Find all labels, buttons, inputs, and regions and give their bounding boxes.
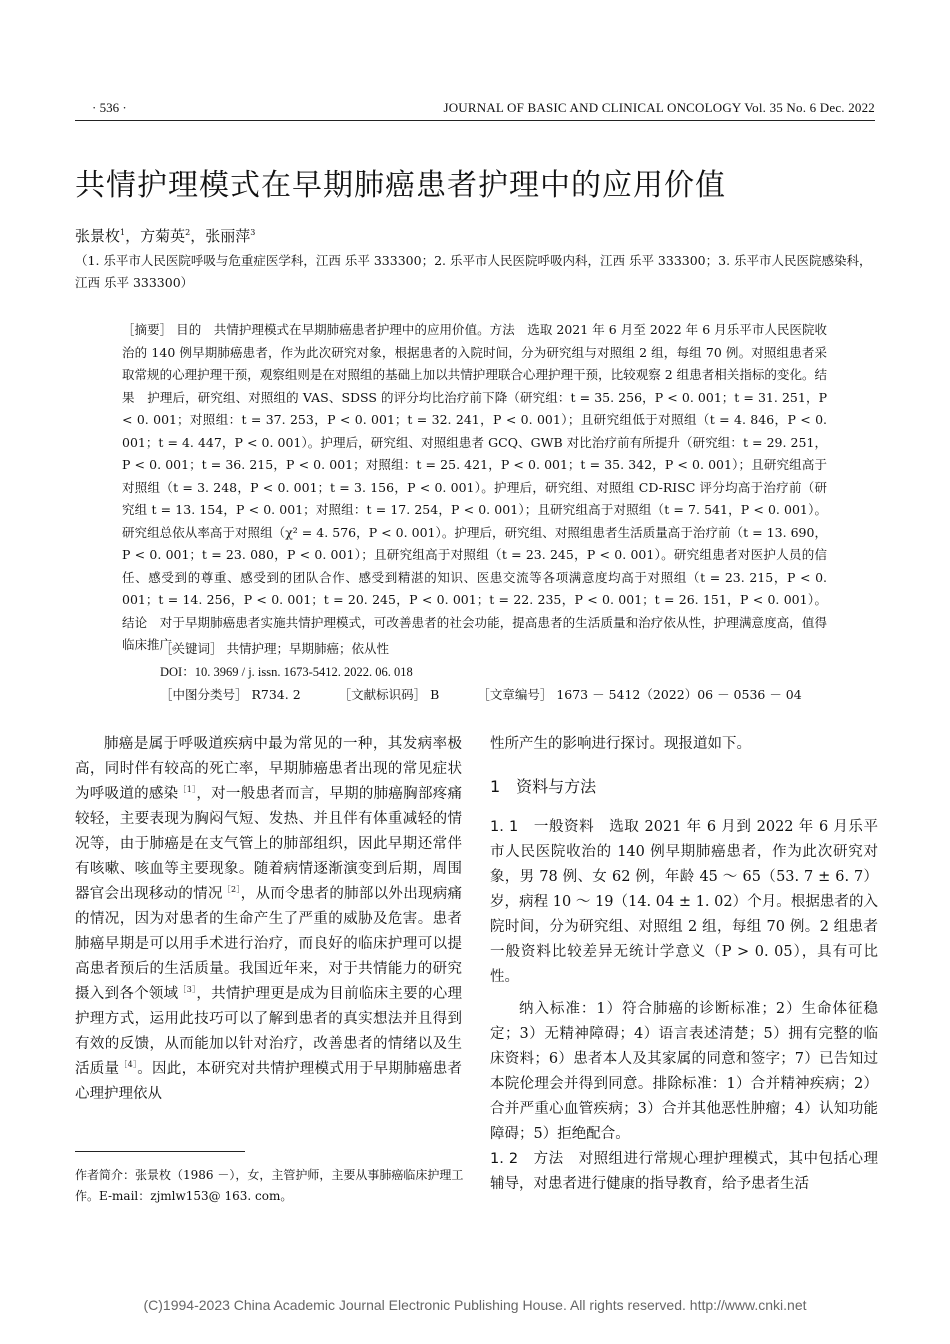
body-text: ，对一般患者而言，早期的肺癌胸部疼痛较轻，主要表现为胸闷气短、发热、并且伴有体重减轻的情况等，由于肺癌是在支气管上的肺部组织，因此早期还常伴有咳嗽、咳血等主要现象。随着病情逐渐演变到后期，周围器官会出现移动的情况 xyxy=(75,786,463,902)
header-divider xyxy=(75,120,875,121)
abstract-text: 目的 共情护理模式在早期肺癌患者护理中的应用价值。方法 选取 2021 年 6 月至 2022 年 6 月乐平市人民医院收治的 140 例早期肺癌患者，作为此次研究对象，根据患者的入院时间，分为研究组与对照组 2 组，每组 70 例。对照组患者采取常规的心理护理干预，观察组则是在对照组的基础上加以共情护理联合心理护理干预，比较观察 2 组患者相关指标的变化。结果 护理后，研究组、对照组的 VAS、SDSS 的评分均比治疗前下降（研究组：t = 35. 256，P < 0. 001；t = 31. 251，P < 0. 001；对照组：t = 37. 253，P < 0. 001；t = 32. 241，P < 0. 001）；且研究组低于对照组（t = 4. 846，P < 0. 001；t = 4. 447，P < 0. 001）。护理后，研究组、对照组患者 GCQ、GWB 对比治疗前有所提升（研究组：t = 29. 251，P < 0. 001；t = 36. 215，P < 0. 001；对照组：t = 25. 421，P < 0. 001；t = 35. 342，P < 0. 001）；且研究组高于对照组（t = 3. 248，P < 0. 001；t = 3. 156，P < 0. 001）。护理后，研究组、对照组 CD-RISC 评分均高于治疗前（研究组 t = 13. 154，P < 0. 001；对照组：t = 17. 254，P < 0. 001）；且研究组高于对照组（t = 7. 541，P < 0. 001）。研究组总依从率高于对照组（χ² = 4. 576，P < 0. 001）。护理后，研究组、对照组患者生活质量高于治疗前（t = 13. 690，P < 0. 001；t = 23. 080，P < 0. 001）；且研究组高于对照组（t = 23. 245，P < 0. 001）。研究组患者对医护人员的信任、感受到的尊重、感受到的团队合作、感受到精湛的知识、医患交流等各项满意度均高于对照组（t = 23. 215，P < 0. 001；t = 14. 256，P < 0. 001；t = 20. 245，P < 0. 001；t = 22. 235，P < 0. 001；t = 26. 151，P < 0. 001）。结论 对于早期肺癌患者实施共情护理模式，可改善患者的社会功能，提高患者的生活质量和治疗依从性，护理满意度高，值得临床推广。 xyxy=(122,322,827,652)
abstract-label: ［摘要］ xyxy=(122,322,173,337)
intro-paragraph xyxy=(75,732,462,1107)
author-name: 张景枚 xyxy=(75,227,121,245)
subsection-general xyxy=(490,815,878,990)
body-left-column xyxy=(75,732,462,1107)
author-name: 方菊英 xyxy=(140,227,186,245)
article-number-value: 1673 － 5412（2022）06 － 0536 － 04 xyxy=(552,687,802,702)
keywords xyxy=(160,639,389,657)
citation-ref: ［2］ xyxy=(222,885,241,895)
subsection-number: 1. 2 xyxy=(490,1151,519,1167)
footnote-label: 作者简介： xyxy=(75,1168,136,1182)
author-affil-mark: 1 xyxy=(120,228,126,237)
author-footnote xyxy=(75,1165,470,1207)
keywords-label: ［关键词］ xyxy=(160,641,223,656)
criteria-paragraph: 纳入标准：1）符合肺癌的诊断标准；2）生命体征稳定；3）无精神障碍；4）语言表述清楚；5）拥有完整的临床资料；6）患者本人及其家属的同意和签字；7）已告知过本院伦理会并得到同意。排除标准：1）合并精神疾病；2）合并严重心血管疾病；3）合并其他恶性肿瘤；4）认知功能障碍；5）拒绝配合。 xyxy=(490,1001,878,1142)
citation-ref: ［3］ xyxy=(178,985,197,995)
body-text: ，从而令患者的肺部以外出现病痛的情况，因为对患者的生命产生了严重的威胁及危害。患者肺癌早期是可以用手术进行治疗，而良好的临床护理可以提高患者预后的生活质量。我国近年来，对于共情能力的研究摄入到各个领域 xyxy=(75,886,463,1002)
article-number-label: ［文章编号］ xyxy=(477,687,553,702)
clc-label: ［中图分类号］ xyxy=(160,687,248,702)
body-text: ，共情护理更是成为目前临床主要的心理护理方式，运用此技巧可以了解到患者的真实想法并且得到有效的反馈，从而能加以针对治疗，改善患者的情绪以及生活质量 xyxy=(75,986,463,1077)
doc-code-label: ［文献标识码］ xyxy=(338,687,427,702)
author-affil-mark: 3 xyxy=(250,228,256,237)
author-affil-mark: 2 xyxy=(185,228,191,237)
section-heading: 1 资料与方法 xyxy=(490,777,597,796)
body-text: 肺癌是属于呼吸道疾病中最为常见的一种，其发病率极高，同时伴有较高的死亡率，早期肺癌患者出现的常见症状为呼吸道的感染 xyxy=(75,736,462,802)
footnote-divider xyxy=(75,1151,245,1152)
citation-ref: ［4］ xyxy=(119,1060,138,1070)
article-title: 共情护理模式在早期肺癌患者护理中的应用价值 xyxy=(75,168,726,203)
body-text: 选取 2021 年 6 月到 2022 年 6 月乐平市人民医院收治的 140 例早期肺癌患者，作为此次研究对象，男 78 例、女 62 例，年龄 45 ～ 65（53. 7 ± 6. 7）岁，病程 10 ～ 19（14. 04 ± 1. 02）个月。根据患者的入院时间，分为研究组、对照组 2 组，每组 70 例。2 组患者一般资料比较差异无统计学意义（P > 0. 05），具有可比性。 xyxy=(490,819,878,985)
author-separator: ， xyxy=(190,227,206,245)
clc-value: R734. 2 xyxy=(247,687,301,702)
doi: DOI：10. 3969 / j. issn. 1673-5412. 2022. 06. 018 xyxy=(160,665,413,679)
intro-continuation: 性所产生的影响进行探讨。现报道如下。 xyxy=(490,736,751,752)
subsection-title: 方法 xyxy=(518,1151,564,1167)
author-list xyxy=(75,225,255,246)
classification-line xyxy=(160,685,820,703)
affiliations: （1. 乐平市人民医院呼吸与危重症医学科，江西 乐平 333300；2. 乐平市人民医院呼吸内科，江西 乐平 333300；3. 乐平市人民医院感染科，江西 乐平 333300） xyxy=(75,253,872,290)
body-text: 对照组进行常规心理护理模式，其中包括心理辅导，对患者进行健康的指导教育，给予患者生活 xyxy=(490,1151,879,1192)
keywords-text: 共情护理；早期肺癌；依从性 xyxy=(222,641,389,656)
author-name: 张丽萍 xyxy=(205,227,251,245)
subsection-number: 1. 1 xyxy=(490,819,519,835)
body-right-column xyxy=(490,732,878,1197)
page-number: · 536 · xyxy=(92,100,127,115)
copyright-footer: (C)1994-2023 China Academic Journal Electronic Publishing House. All rights reserved. http://www.cnki.net xyxy=(143,1297,807,1313)
doc-code-value: B xyxy=(426,687,440,702)
subsection-method xyxy=(490,1147,878,1197)
body-text: 。因此，本研究对共情护理模式用于早期肺癌患者心理护理依从 xyxy=(75,1061,463,1102)
journal-header: JOURNAL OF BASIC AND CLINICAL ONCOLOGY Vol. 35 No. 6 Dec. 2022 xyxy=(443,100,875,115)
citation-ref: ［1］ xyxy=(178,785,197,795)
author-separator: ， xyxy=(125,227,141,245)
subsection-title: 一般资料 xyxy=(518,819,595,835)
footnote-text: 张景枚（1986 －），女，主管护师，主要从事肺癌临床护理工作。E-mail：zjmlw153@ 163. com。 xyxy=(75,1168,464,1203)
abstract xyxy=(122,319,827,657)
